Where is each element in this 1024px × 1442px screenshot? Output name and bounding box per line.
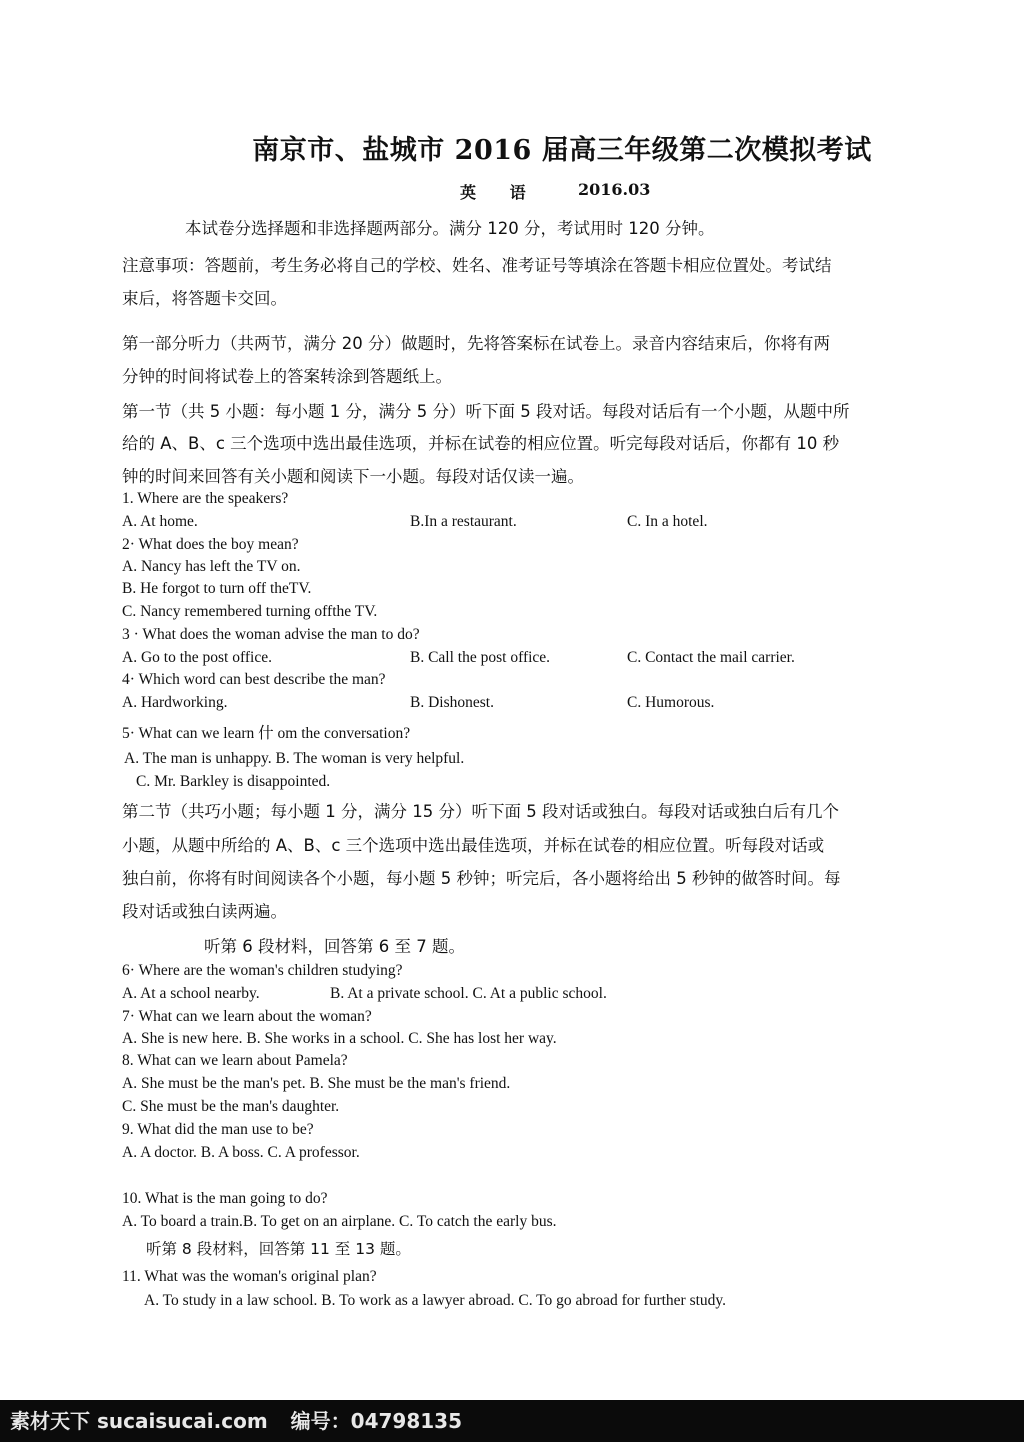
question-8: 8. What can we learn about Pamela? xyxy=(122,1052,348,1069)
q3-option-b: B. Call the post office. xyxy=(410,649,551,666)
q6-option-a: A. At a school nearby. xyxy=(122,985,260,1002)
section2-line-4: 段对话或独白读两遍。 xyxy=(122,902,287,921)
part1-line-1: 第一部分听力（共两节，满分 20 分）做题时，先将答案标在试卷上。录音内容结束后，你将有两 xyxy=(122,334,830,353)
exam-title: 南京市、盐城市 2016 届高三年级第二次模拟考试 xyxy=(252,135,872,166)
q1-option-a: A. At home. xyxy=(122,513,198,530)
q9-options: A. A doctor. B. A boss. C. A professor. xyxy=(122,1144,360,1161)
watermark-code: 编号：04798135 xyxy=(290,1409,462,1433)
q2-option-c: C. Nancy remembered turning offthe TV. xyxy=(122,603,378,620)
q11-options: A. To study in a law school. B. To work as a lawyer abroad. C. To go abroad for further study. xyxy=(144,1292,727,1309)
question-11: 11. What was the woman's original plan? xyxy=(122,1268,377,1285)
question-6: 6· Where are the woman's children studying? xyxy=(122,962,403,979)
question-5: 5· What can we learn 什 om the conversation? xyxy=(122,725,411,742)
section2-line-1: 第二节（共巧小题；每小题 1 分，满分 15 分）听下面 5 段对话或独白。每段对话或独白后有几个 xyxy=(122,802,839,821)
watermark-site: 素材天下 sucaisucai.com xyxy=(10,1409,268,1433)
q4-option-a: A. Hardworking. xyxy=(122,694,228,711)
material-6-instruction: 听第 6 段材料，回答第 6 至 7 题。 xyxy=(204,937,465,956)
section1-line-3: 钟的时间来回答有关小题和阅读下一小题。每段对话仅读一遍。 xyxy=(122,467,584,486)
section2-line-3: 独白前，你将有时间阅读各个小题，每小题 5 秒钟；听完后，各小题将给出 5 秒钟的做答时间。每 xyxy=(122,869,841,888)
q5-options-ab: A. The man is unhappy. B. The woman is very helpful. xyxy=(124,750,465,767)
question-3: 3 · What does the woman advise the man to do? xyxy=(122,626,420,643)
q10-options: A. To board a train.B. To get on an airplane. C. To catch the early bus. xyxy=(122,1213,557,1230)
section2-line-2: 小题，从题中所给的 A、B、c 三个选项中选出最佳选项，并标在试卷的相应位置。听每段对话或 xyxy=(122,836,825,855)
section1-line-1: 第一节（共 5 小题：每小题 1 分，满分 5 分）听下面 5 段对话。每段对话后有一个小题，从题中所 xyxy=(122,402,850,421)
question-9: 9. What did the man use to be? xyxy=(122,1121,314,1138)
notice-line-1: 注意事项：答题前，考生务必将自己的学校、姓名、准考证号等填涂在答题卡相应位置处。考试结 xyxy=(122,256,832,275)
question-7: 7· What can we learn about the woman? xyxy=(122,1008,372,1025)
q4-option-c: C. Humorous. xyxy=(627,694,715,711)
q8-option-c: C. She must be the man's daughter. xyxy=(122,1098,340,1115)
question-2: 2· What does the boy mean? xyxy=(122,536,299,553)
intro-line: 本试卷分选择题和非选择题两部分。满分 120 分，考试用时 120 分钟。 xyxy=(185,219,715,238)
material-8-instruction: 听第 8 段材料，回答第 11 至 13 题。 xyxy=(146,1240,411,1258)
q5-option-c: C. Mr. Barkley is disappointed. xyxy=(136,773,331,790)
part1-line-2: 分钟的时间将试卷上的答案转涂到答题纸上。 xyxy=(122,367,452,386)
q7-options: A. She is new here. B. She works in a school. C. She has lost her way. xyxy=(122,1030,557,1047)
question-4: 4· Which word can best describe the man? xyxy=(122,671,386,688)
q1-option-c: C. In a hotel. xyxy=(627,513,708,530)
exam-date: 2016.03 xyxy=(578,180,651,199)
q8-options-ab: A. She must be the man's pet. B. She must be the man's friend. xyxy=(122,1075,511,1092)
q3-option-c: C. Contact the mail carrier. xyxy=(627,649,795,666)
q4-option-b: B. Dishonest. xyxy=(410,694,494,711)
q2-option-a: A. Nancy has left the TV on. xyxy=(122,558,301,575)
watermark-banner xyxy=(0,1400,1024,1442)
notice-line-2: 束后，将答题卡交回。 xyxy=(122,289,287,308)
question-1: 1. Where are the speakers? xyxy=(122,490,289,507)
q3-option-a: A. Go to the post office. xyxy=(122,649,272,666)
section1-line-2: 给的 A、B、c 三个选项中选出最佳选项，并标在试卷的相应位置。听完每段对话后，你都有 10 秒 xyxy=(122,434,840,453)
q2-option-b: B. He forgot to turn off theTV. xyxy=(122,580,312,597)
q6-options-bc: B. At a private school. C. At a public school. xyxy=(330,985,607,1002)
q1-option-b: B.In a restaurant. xyxy=(410,513,517,530)
subject-label: 英 语 xyxy=(460,183,540,202)
question-10: 10. What is the man going to do? xyxy=(122,1190,328,1207)
